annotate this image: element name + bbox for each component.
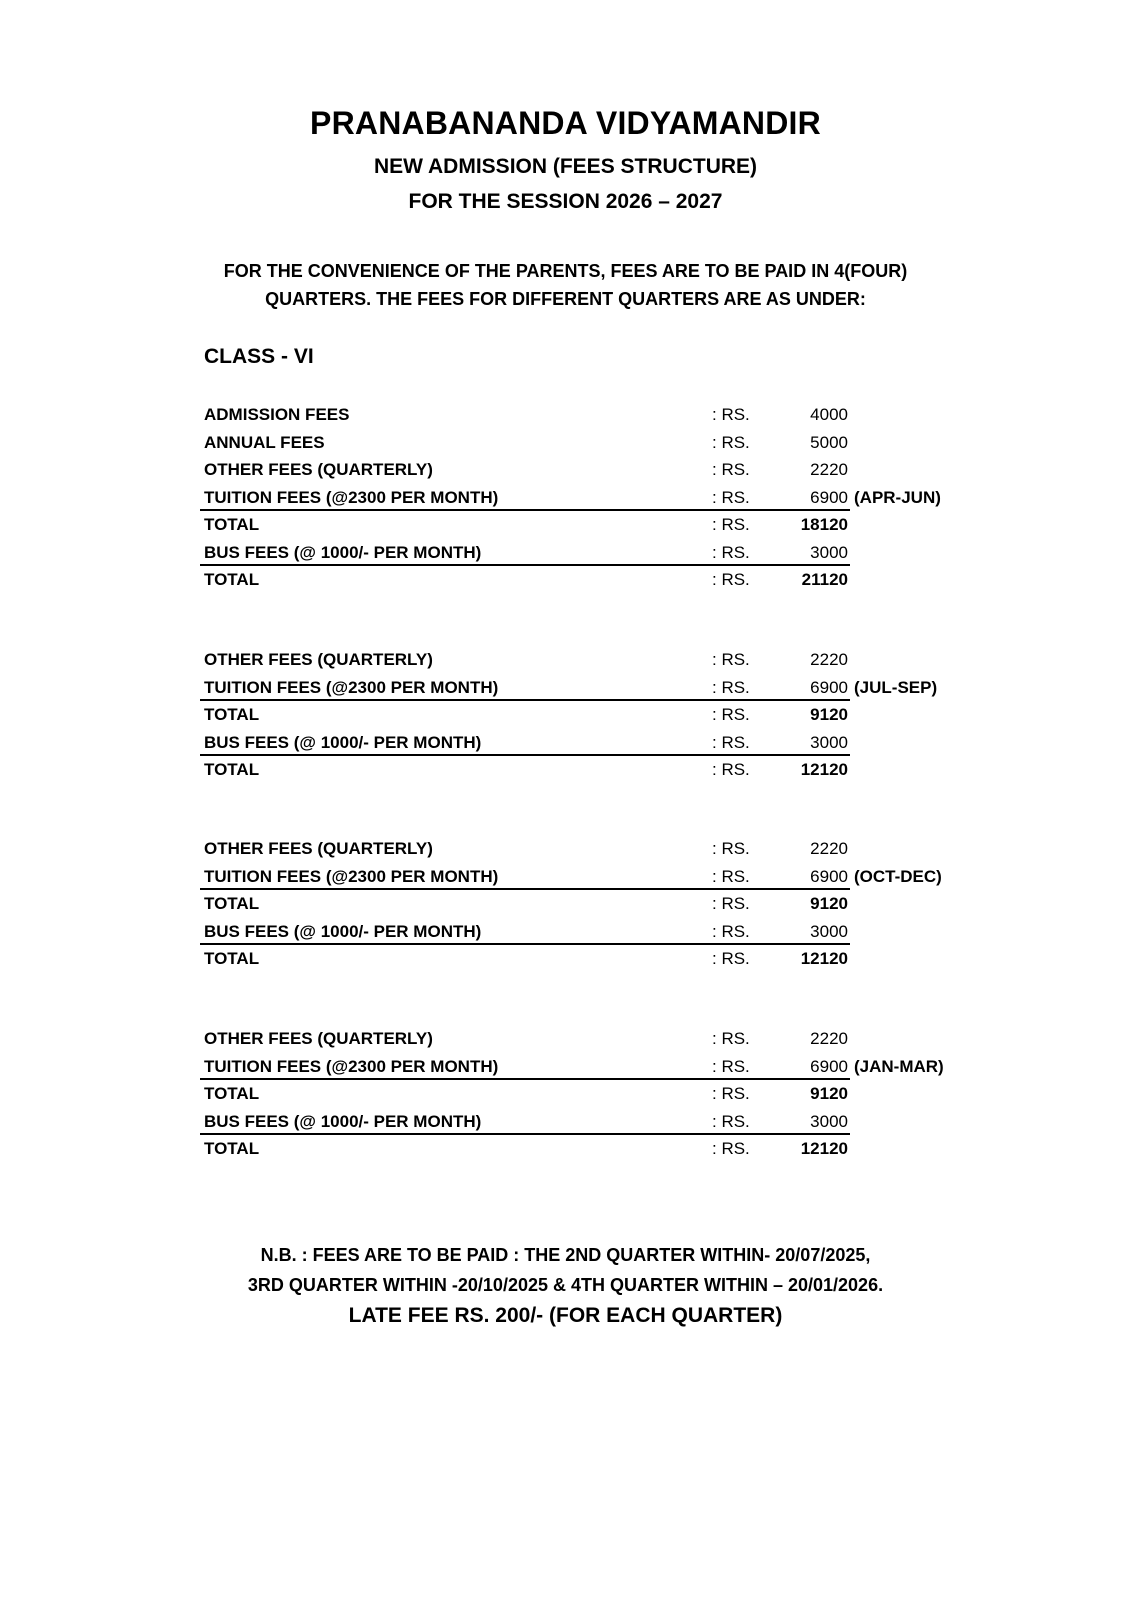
currency-label: : RS. — [712, 949, 750, 968]
total-row — [200, 1135, 960, 1163]
class-label: CLASS - VI — [204, 345, 314, 368]
currency-label: : RS. — [712, 894, 750, 913]
fee-label: TOTAL — [204, 1139, 260, 1158]
fee-label: TOTAL — [204, 894, 260, 913]
total-row — [200, 566, 960, 594]
fee-row — [200, 1108, 960, 1136]
fee-label: BUS FEES (@ 1000/- PER MONTH) — [204, 1111, 482, 1131]
fee-label: TUITION FEES (@2300 PER MONTH) — [204, 1056, 499, 1076]
fee-row — [200, 484, 960, 512]
currency-label: : RS. — [712, 515, 750, 534]
fee-row — [200, 646, 960, 674]
fee-label: TOTAL — [204, 760, 260, 779]
document-subtitle: NEW ADMISSION (FEES STRUCTURE) — [373, 155, 758, 178]
quarter-period: (JAN-MAR) — [854, 1056, 944, 1076]
quarter-block-apr-jun — [200, 401, 960, 594]
currency-label: : RS. — [712, 760, 750, 779]
fee-amount: 3000 — [810, 732, 848, 752]
fee-label: BUS FEES (@ 1000/- PER MONTH) — [204, 542, 482, 562]
note-line-1: N.B. : FEES ARE TO BE PAID : THE 2ND QUARTER WITHIN- 20/07/2025, — [260, 1245, 871, 1265]
currency-label: : RS. — [712, 1084, 750, 1103]
fee-label: TUITION FEES (@2300 PER MONTH) — [204, 487, 499, 507]
fee-label: TUITION FEES (@2300 PER MONTH) — [204, 866, 499, 886]
fee-label: ANNUAL FEES — [204, 432, 325, 452]
fee-row — [200, 1025, 960, 1053]
fee-amount: 3000 — [810, 921, 848, 941]
intro-line-1: FOR THE CONVENIENCE OF THE PARENTS, FEES ARE TO BE PAID IN 4(FOUR) — [223, 261, 908, 281]
note-line-2: 3RD QUARTER WITHIN -20/10/2025 & 4TH QUARTER WITHIN – 20/01/2026. — [247, 1275, 884, 1295]
fee-row — [200, 835, 960, 863]
fee-amount: 9120 — [810, 894, 848, 913]
total-row — [200, 756, 960, 784]
currency-label: : RS. — [712, 839, 750, 858]
fee-row — [200, 863, 960, 891]
fee-label: BUS FEES (@ 1000/- PER MONTH) — [204, 732, 482, 752]
currency-label: : RS. — [712, 405, 750, 424]
currency-label: : RS. — [712, 1111, 750, 1131]
fee-amount: 6900 — [810, 677, 848, 697]
quarter-block-oct-dec — [200, 835, 960, 973]
payment-notes — [0, 1240, 1131, 1332]
total-row — [200, 1080, 960, 1108]
total-row — [200, 701, 960, 729]
currency-label: : RS. — [712, 487, 750, 507]
fee-label: TUITION FEES (@2300 PER MONTH) — [204, 677, 499, 697]
quarter-period: (JUL-SEP) — [854, 677, 938, 697]
currency-label: : RS. — [712, 866, 750, 886]
currency-label: : RS. — [712, 432, 750, 452]
total-row — [200, 511, 960, 539]
currency-label: : RS. — [712, 570, 750, 589]
quarter-period: (APR-JUN) — [854, 487, 941, 507]
quarter-block-jan-mar — [200, 1025, 960, 1163]
intro-line-2: QUARTERS. THE FEES FOR DIFFERENT QUARTERS ARE AS UNDER: — [265, 289, 866, 309]
fee-amount: 3000 — [810, 542, 848, 562]
total-row — [200, 890, 960, 918]
currency-label: : RS. — [712, 650, 750, 669]
fee-row — [200, 456, 960, 484]
fee-label: OTHER FEES (QUARTERLY) — [204, 1029, 433, 1048]
currency-label: : RS. — [712, 1056, 750, 1076]
fee-row — [200, 918, 960, 946]
fee-row — [200, 401, 960, 429]
fee-label: TOTAL — [204, 515, 260, 534]
session-line: FOR THE SESSION 2026 – 2027 — [408, 190, 723, 213]
late-fee-note: LATE FEE RS. 200/- (FOR EACH QUARTER) — [348, 1304, 783, 1327]
fee-amount: 9120 — [810, 1084, 848, 1103]
fee-amount: 2220 — [810, 1029, 848, 1048]
fee-label: TOTAL — [204, 705, 260, 724]
intro-paragraph — [0, 257, 1131, 313]
fee-row — [200, 429, 960, 457]
fee-amount: 9120 — [810, 705, 848, 724]
fee-label: TOTAL — [204, 570, 260, 589]
fee-amount: 21120 — [801, 570, 848, 589]
fee-amount: 6900 — [810, 866, 848, 886]
fee-row — [200, 674, 960, 702]
fee-label: TOTAL — [204, 949, 260, 968]
fee-amount: 12120 — [800, 1139, 848, 1158]
fee-amount: 3000 — [810, 1111, 848, 1131]
currency-label: : RS. — [712, 921, 750, 941]
fee-label: OTHER FEES (QUARTERLY) — [204, 460, 433, 479]
quarter-period: (OCT-DEC) — [854, 866, 942, 886]
fee-label: OTHER FEES (QUARTERLY) — [204, 650, 433, 669]
fee-amount: 2220 — [810, 650, 848, 669]
school-name: PRANABANANDA VIDYAMANDIR — [310, 105, 821, 141]
quarter-block-jul-sep — [200, 646, 960, 784]
currency-label: : RS. — [712, 705, 750, 724]
fee-label: OTHER FEES (QUARTERLY) — [204, 839, 433, 858]
fee-amount: 4000 — [810, 405, 848, 424]
currency-label: : RS. — [712, 460, 750, 479]
fee-row — [200, 1053, 960, 1081]
currency-label: : RS. — [712, 677, 750, 697]
fee-amount: 2220 — [810, 460, 848, 479]
fee-amount: 6900 — [810, 487, 848, 507]
fee-amount: 2220 — [810, 839, 848, 858]
fee-amount: 5000 — [810, 432, 848, 452]
fee-row — [200, 539, 960, 567]
fee-row — [200, 729, 960, 757]
currency-label: : RS. — [712, 1139, 750, 1158]
fee-label: BUS FEES (@ 1000/- PER MONTH) — [204, 921, 482, 941]
fee-label: ADMISSION FEES — [204, 405, 350, 424]
fee-label: TOTAL — [204, 1084, 260, 1103]
currency-label: : RS. — [712, 542, 750, 562]
fee-amount: 12120 — [800, 760, 848, 779]
fee-amount: 6900 — [810, 1056, 848, 1076]
fee-amount: 12120 — [800, 949, 848, 968]
currency-label: : RS. — [712, 732, 750, 752]
currency-label: : RS. — [712, 1029, 750, 1048]
fee-amount: 18120 — [800, 515, 848, 534]
total-row — [200, 945, 960, 973]
